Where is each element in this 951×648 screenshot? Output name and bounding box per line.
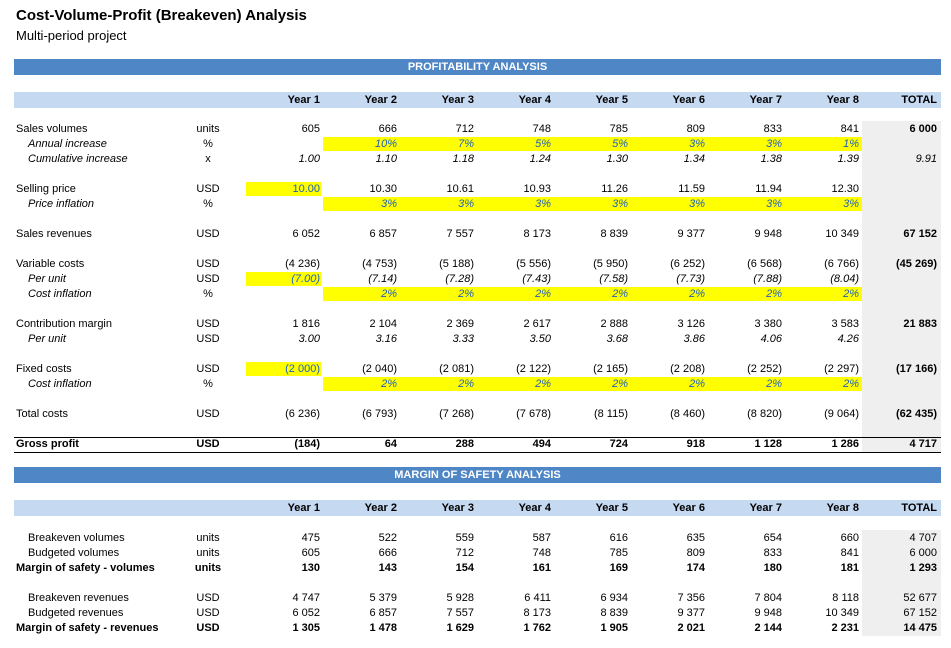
value-cell: 841: [840, 123, 859, 135]
value-cell: 10.61: [446, 183, 474, 195]
value-cell: 3 380: [754, 318, 782, 330]
row-label: Fixed costs: [16, 363, 72, 375]
value-cell: 154: [455, 562, 474, 574]
value-cell: 1 629: [446, 622, 474, 634]
row-label: Budgeted revenues: [28, 607, 124, 619]
value-cell: 174: [686, 562, 705, 574]
value-cell: 587: [532, 532, 551, 544]
profitability-col-header: Year 4: [518, 94, 551, 106]
value-cell: 616: [609, 532, 628, 544]
value-cell[interactable]: 3%: [381, 198, 397, 210]
value-cell: 8 118: [832, 592, 859, 604]
profitability-col-header: Year 1: [287, 94, 320, 106]
value-cell: 6 411: [524, 592, 551, 604]
value-cell: 64: [384, 438, 397, 450]
value-cell: 2 104: [369, 318, 397, 330]
margin-col-header: Year 2: [364, 502, 397, 514]
row-label: Selling price: [16, 183, 76, 195]
value-cell: 1 286: [831, 438, 859, 450]
value-cell: 1 305: [292, 622, 320, 634]
value-cell: (5 556): [516, 258, 551, 270]
row-label: Breakeven revenues: [28, 592, 129, 604]
row-label: Cost inflation: [28, 378, 92, 390]
value-cell: 918: [686, 438, 705, 450]
row-label: Contribution margin: [16, 318, 112, 330]
value-cell: 2 617: [523, 318, 551, 330]
value-cell: 3.50: [529, 333, 551, 345]
value-cell[interactable]: 2%: [612, 288, 628, 300]
row-label: Margin of safety - volumes: [16, 562, 155, 574]
value-cell[interactable]: (7.00): [291, 273, 320, 285]
value-cell: 4.06: [760, 333, 782, 345]
value-cell: 6 857: [369, 607, 397, 619]
value-cell[interactable]: 2%: [612, 378, 628, 390]
value-cell: 1.38: [760, 153, 782, 165]
value-cell: 7 804: [754, 592, 782, 604]
value-cell: 6 000: [909, 123, 937, 135]
value-cell: [865, 332, 937, 347]
row-unit: USD: [196, 438, 220, 450]
value-cell: 9 948: [754, 228, 782, 240]
value-cell: [865, 182, 937, 197]
value-cell: 785: [609, 547, 628, 559]
value-cell[interactable]: 2%: [843, 288, 859, 300]
value-cell: 666: [378, 123, 397, 135]
value-cell: 2 144: [754, 622, 782, 634]
value-cell: (7.43): [522, 273, 551, 285]
value-cell: 169: [609, 562, 628, 574]
value-cell: 4 717: [909, 438, 937, 450]
value-cell: 660: [840, 532, 859, 544]
value-cell: 2 231: [831, 622, 859, 634]
value-cell: 11.94: [755, 183, 782, 195]
value-cell: (2 122): [516, 363, 551, 375]
row-unit: %: [203, 138, 213, 150]
value-cell: 1 478: [369, 622, 397, 634]
row-label: Sales revenues: [16, 228, 92, 240]
margin-col-header: Year 1: [287, 502, 320, 514]
value-cell[interactable]: 10.00: [292, 183, 320, 195]
value-cell: 5 928: [446, 592, 474, 604]
value-cell: (5 188): [439, 258, 474, 270]
profitability-col-header: Year 3: [441, 94, 474, 106]
value-cell: (6 568): [747, 258, 782, 270]
value-cell: 712: [455, 123, 474, 135]
value-cell: (7.58): [599, 273, 628, 285]
value-cell[interactable]: 5%: [612, 138, 628, 150]
value-cell: 605: [301, 547, 320, 559]
row-label: Cost inflation: [28, 288, 92, 300]
value-cell: 4.26: [837, 333, 859, 345]
value-cell: 6 052: [292, 228, 320, 240]
value-cell: (2 208): [670, 363, 705, 375]
value-cell: (9 064): [824, 408, 859, 420]
value-cell: [248, 377, 320, 392]
value-cell: 4 707: [909, 532, 937, 544]
value-cell: [865, 377, 937, 392]
value-cell: (4 753): [362, 258, 397, 270]
row-unit: USD: [196, 622, 220, 634]
gross-profit-bottom-border: [14, 452, 941, 453]
value-cell: 181: [840, 562, 859, 574]
value-cell: (184): [294, 438, 320, 450]
value-cell[interactable]: 3%: [766, 198, 782, 210]
value-cell: (8.04): [830, 273, 859, 285]
value-cell: 1.34: [683, 153, 705, 165]
value-cell: (6 793): [362, 408, 397, 420]
value-cell[interactable]: 5%: [535, 138, 551, 150]
row-unit: units: [194, 562, 222, 574]
margin-col-header: Year 7: [749, 502, 782, 514]
value-cell[interactable]: 2%: [843, 378, 859, 390]
value-cell: 3.86: [683, 333, 705, 345]
value-cell: 10 349: [825, 607, 859, 619]
value-cell: 14 475: [903, 622, 937, 634]
sheet-title: Cost-Volume-Profit (Breakeven) Analysis: [16, 7, 307, 24]
value-cell: 288: [455, 438, 474, 450]
value-cell: (7.73): [676, 273, 705, 285]
value-cell: 748: [532, 123, 551, 135]
row-label: Margin of safety - revenues: [16, 622, 159, 634]
value-cell: 2 369: [446, 318, 474, 330]
value-cell: 11.26: [601, 183, 628, 195]
value-cell: (6 236): [285, 408, 320, 420]
row-label: Per unit: [28, 333, 66, 345]
profitability-col-header: Year 5: [595, 94, 628, 106]
value-cell[interactable]: 7%: [458, 138, 474, 150]
value-cell: (2 081): [439, 363, 474, 375]
value-cell: 3.16: [375, 333, 397, 345]
row-unit: USD: [196, 592, 220, 604]
value-cell: 10.30: [369, 183, 397, 195]
value-cell[interactable]: 3%: [458, 198, 474, 210]
value-cell: 1 762: [523, 622, 551, 634]
value-cell: (4 236): [285, 258, 320, 270]
row-label: Budgeted volumes: [28, 547, 120, 559]
row-unit: USD: [196, 258, 220, 270]
value-cell[interactable]: 2%: [381, 288, 397, 300]
value-cell[interactable]: 3%: [843, 198, 859, 210]
row-label: Total costs: [16, 408, 68, 420]
value-cell[interactable]: 3%: [766, 138, 782, 150]
value-cell: 7 356: [677, 592, 705, 604]
margin-col-header: TOTAL: [901, 502, 937, 514]
value-cell: (7.28): [445, 273, 474, 285]
value-cell: 654: [763, 532, 782, 544]
sheet-subtitle: Multi-period project: [16, 28, 127, 43]
row-unit: x: [205, 153, 211, 165]
value-cell: 1 128: [754, 438, 782, 450]
value-cell: 1.18: [452, 153, 474, 165]
row-unit: USD: [196, 408, 220, 420]
row-unit: %: [203, 378, 213, 390]
value-cell: 475: [301, 532, 320, 544]
value-cell: 1.24: [529, 153, 551, 165]
value-cell: 494: [532, 438, 551, 450]
value-cell: 809: [686, 123, 705, 135]
value-cell: 724: [609, 438, 628, 450]
value-cell[interactable]: 2%: [535, 288, 551, 300]
row-unit: USD: [196, 333, 220, 345]
value-cell[interactable]: 3%: [689, 138, 705, 150]
row-unit: USD: [196, 607, 220, 619]
value-cell: 605: [301, 123, 320, 135]
value-cell: (6 766): [824, 258, 859, 270]
value-cell: (45 269): [896, 258, 937, 270]
value-cell[interactable]: 2%: [766, 288, 782, 300]
value-cell: 6 857: [369, 228, 397, 240]
value-cell: 10.93: [523, 183, 551, 195]
value-cell: (2 252): [747, 363, 782, 375]
value-cell[interactable]: 2%: [689, 378, 705, 390]
value-cell[interactable]: 1%: [843, 138, 859, 150]
value-cell: 2 021: [677, 622, 705, 634]
value-cell: [248, 287, 320, 302]
row-unit: units: [196, 547, 220, 559]
row-unit: USD: [196, 273, 220, 285]
row-label: Per unit: [28, 273, 66, 285]
value-cell: 8 839: [600, 607, 628, 619]
value-cell: 9 948: [754, 607, 782, 619]
value-cell: [865, 287, 937, 302]
value-cell: 1.30: [606, 153, 628, 165]
value-cell: [865, 272, 937, 287]
value-cell: 6 000: [909, 547, 937, 559]
value-cell: 666: [378, 547, 397, 559]
value-cell: 8 173: [523, 228, 551, 240]
margin-col-header: Year 6: [672, 502, 705, 514]
row-label: Gross profit: [16, 438, 79, 450]
value-cell: 833: [763, 123, 782, 135]
value-cell: 130: [301, 562, 320, 574]
value-cell: 12.30: [831, 183, 859, 195]
value-cell: (7 678): [516, 408, 551, 420]
value-cell: 6 052: [292, 607, 320, 619]
value-cell[interactable]: 3%: [535, 198, 551, 210]
value-cell: (7.14): [368, 273, 397, 285]
value-cell: 143: [378, 562, 397, 574]
value-cell: (7.88): [753, 273, 782, 285]
margin-col-header: Year 3: [441, 502, 474, 514]
value-cell: [248, 137, 320, 152]
margin-col-header: Year 8: [826, 502, 859, 514]
value-cell: 7 557: [446, 607, 474, 619]
profitability-banner: PROFITABILITY ANALYSIS: [14, 59, 941, 75]
row-label: Sales volumes: [16, 123, 88, 135]
value-cell: 67 152: [903, 228, 937, 240]
value-cell: 748: [532, 547, 551, 559]
value-cell: 1.39: [837, 153, 859, 165]
value-cell: 5 379: [369, 592, 397, 604]
value-cell: [248, 197, 320, 212]
profitability-col-header: Year 2: [364, 94, 397, 106]
value-cell: 11.59: [678, 183, 705, 195]
value-cell: 180: [763, 562, 782, 574]
value-cell[interactable]: 2%: [766, 378, 782, 390]
value-cell: (2 297): [824, 363, 859, 375]
row-unit: %: [203, 198, 213, 210]
value-cell: 833: [763, 547, 782, 559]
value-cell: 67 152: [903, 607, 937, 619]
value-cell: (62 435): [896, 408, 937, 420]
row-unit: USD: [196, 228, 220, 240]
value-cell: 7 557: [446, 228, 474, 240]
profitability-col-header: Year 7: [749, 94, 782, 106]
row-unit: USD: [196, 363, 220, 375]
value-cell[interactable]: 2%: [458, 378, 474, 390]
value-cell[interactable]: 2%: [381, 378, 397, 390]
row-unit: USD: [196, 183, 220, 195]
row-label: Breakeven volumes: [28, 532, 125, 544]
value-cell: 6 934: [600, 592, 628, 604]
value-cell[interactable]: 2%: [458, 288, 474, 300]
value-cell: (7 268): [439, 408, 474, 420]
value-cell: 1 293: [909, 562, 937, 574]
value-cell[interactable]: 2%: [689, 288, 705, 300]
profitability-col-header: Year 6: [672, 94, 705, 106]
value-cell: [865, 197, 937, 212]
value-cell: 3.00: [298, 333, 320, 345]
value-cell: 1.10: [375, 153, 397, 165]
value-cell: 8 839: [600, 228, 628, 240]
row-unit: USD: [196, 318, 220, 330]
value-cell[interactable]: 3%: [689, 198, 705, 210]
value-cell: (6 252): [670, 258, 705, 270]
value-cell: 1 816: [292, 318, 320, 330]
value-cell: 3.33: [452, 333, 474, 345]
row-label: Variable costs: [16, 258, 85, 270]
value-cell: 8 173: [523, 607, 551, 619]
value-cell[interactable]: (2 000): [285, 363, 320, 375]
value-cell: (8 820): [747, 408, 782, 420]
value-cell[interactable]: 2%: [535, 378, 551, 390]
value-cell: (5 950): [593, 258, 628, 270]
profitability-col-header: TOTAL: [901, 94, 937, 106]
value-cell: 559: [455, 532, 474, 544]
value-cell: 1 905: [600, 622, 628, 634]
value-cell: 712: [455, 547, 474, 559]
row-label: Price inflation: [28, 198, 95, 210]
value-cell: 4 747: [292, 592, 320, 604]
value-cell: 21 883: [903, 318, 937, 330]
value-cell: 9 377: [677, 228, 705, 240]
value-cell: (8 460): [670, 408, 705, 420]
value-cell: 10 349: [825, 228, 859, 240]
value-cell: (2 040): [362, 363, 397, 375]
value-cell: 635: [686, 532, 705, 544]
value-cell: 9.91: [915, 153, 937, 165]
value-cell: 3 126: [677, 318, 705, 330]
margin-col-header: Year 4: [518, 502, 551, 514]
row-unit: units: [196, 123, 220, 135]
margin-col-header: Year 5: [595, 502, 628, 514]
value-cell: 841: [840, 547, 859, 559]
value-cell: 809: [686, 547, 705, 559]
value-cell: 2 888: [600, 318, 628, 330]
value-cell[interactable]: 10%: [374, 138, 397, 150]
value-cell: 9 377: [677, 607, 705, 619]
value-cell: (2 165): [593, 363, 628, 375]
profitability-col-header: Year 8: [826, 94, 859, 106]
row-label: Annual increase: [28, 138, 107, 150]
value-cell: 785: [609, 123, 628, 135]
value-cell[interactable]: 3%: [612, 198, 628, 210]
row-unit: units: [196, 532, 220, 544]
margin-banner: MARGIN OF SAFETY ANALYSIS: [14, 467, 941, 483]
row-label: Cumulative increase: [28, 153, 128, 165]
value-cell: 3 583: [831, 318, 859, 330]
row-unit: %: [203, 288, 213, 300]
value-cell: 52 677: [903, 592, 937, 604]
value-cell: 1.00: [298, 153, 320, 165]
value-cell: 161: [532, 562, 551, 574]
value-cell: (8 115): [593, 408, 628, 420]
value-cell: 3.68: [606, 333, 628, 345]
value-cell: 522: [378, 532, 397, 544]
value-cell: (17 166): [896, 363, 937, 375]
value-cell: [865, 137, 937, 152]
